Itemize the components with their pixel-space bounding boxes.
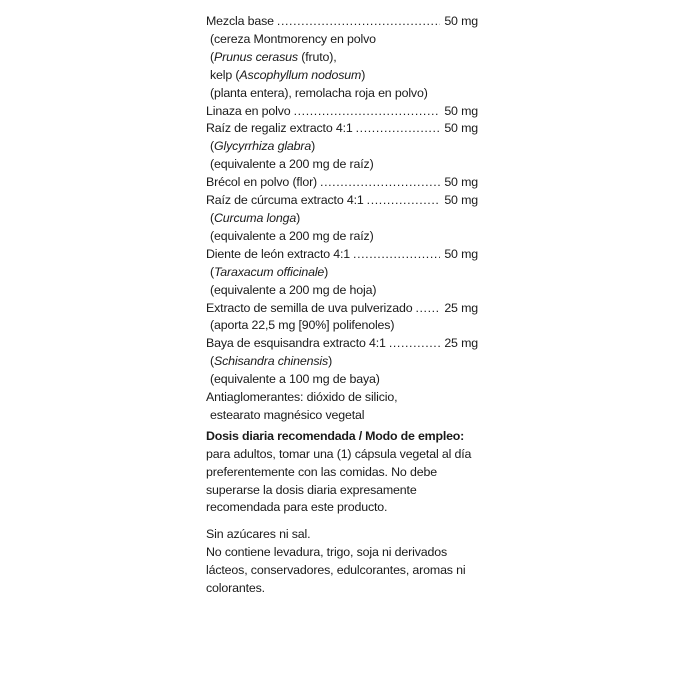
equivalence-line: (equivalente a 200 mg de raíz) [210,157,374,172]
latin-name: Ascophyllum nodosum [239,67,362,82]
ingredient-dose: 50 mg [444,175,478,190]
latin-name: Schisandra chinensis [213,354,329,369]
dot-leader [415,300,440,318]
equivalence-line: (equivalente a 200 mg de raíz) [210,228,374,243]
polyphenol-line: (aporta 22,5 mg [90%] polifenoles) [210,318,395,333]
latin-name: Glycyrrhiza glabra [213,139,312,154]
ingredient-name: Diente de león extracto 4:1 [206,246,351,261]
latin-line: (Glycyrrhiza glabra) [210,139,316,154]
mix-note-text: (fruto), [297,49,337,64]
latin-name: Taraxacum officinale [213,264,325,279]
ingredient-row [206,335,478,353]
dot-leader [353,246,440,264]
mix-note-line: (cereza Montmorency en polvo [210,31,376,46]
mix-note-text: kelp ( [210,67,240,82]
dosage-heading: Dosis diaria recomendada / Modo de empleo: [206,428,465,443]
ingredient-dose: 50 mg [444,14,478,28]
dot-leader [389,335,441,353]
latin-line: (Taraxacum officinale) [210,264,329,279]
ingredient-dose: 50 mg [444,103,478,118]
dot-leader [367,192,441,210]
ingredient-dose: 50 mg [444,193,478,208]
ingredient-dose: 25 mg [444,300,478,315]
ingredient-row [206,120,478,138]
ingredient-name: Brécol en polvo (flor) [206,175,318,190]
dosage-line: para adultos, tomar una (1) cápsula vegetal al día [206,446,472,461]
ingredient-row [206,103,478,121]
ingredient-dose: 25 mg [444,336,478,351]
dosage-line: superarse la dosis diaria expresamente [206,482,417,497]
dot-leader [356,120,441,138]
mix-note-line: (planta entera), remolacha roja en polvo) [210,85,428,100]
ingredient-row [206,246,478,264]
ingredient-row [206,174,478,192]
latin-name: Curcuma longa [213,210,297,225]
ingredient-name: Extracto de semilla de uva pulverizado [206,300,413,315]
dosage-text [206,446,478,518]
mix-note-text: ) [361,67,366,82]
anticaking-line: Antiaglomerantes: dióxido de silicio, [206,390,398,405]
free-from-note [206,544,478,598]
dot-leader [294,103,441,121]
ingredient-name: Linaza en polvo [206,103,291,118]
free-from-line: lácteos, conservadores, edulcorantes, aromas ni [206,563,466,578]
ingredient-row [206,300,478,318]
ingredient-label-panel [206,13,478,598]
anticaking-line: estearato magnésico vegetal [210,407,365,422]
mix-note-line [206,67,478,85]
ingredient-dose: 50 mg [444,121,478,136]
latin-name: Prunus cerasus [213,49,298,64]
ingredient-name: Baya de esquisandra extracto 4:1 [206,336,386,351]
dot-leader [320,174,440,192]
ingredient-name: Raíz de cúrcuma extracto 4:1 [206,193,364,208]
ingredient-row [206,13,478,31]
latin-line: (Schisandra chinensis) [210,354,333,369]
mix-note-line: (Prunus cerasus (fruto), [210,49,337,64]
ingredient-name: Mezcla base [206,14,274,28]
dot-leader [277,13,440,31]
ingredient-name: Raíz de regaliz extracto 4:1 [206,121,353,136]
free-from-line: colorantes. [206,581,265,596]
ingredient-row [206,192,478,210]
ingredient-dose: 50 mg [444,246,478,261]
equivalence-line: (equivalente a 200 mg de hoja) [210,282,377,297]
dosage-line: preferentemente con las comidas. No debe [206,464,437,479]
dosage-line: recomendada para este producto. [206,500,388,515]
free-from-line: No contiene levadura, trigo, soja ni derivados [206,545,448,560]
latin-line: (Curcuma longa) [210,210,301,225]
sugar-note: Sin azúcares ni sal. [206,527,311,542]
equivalence-line: (equivalente a 100 mg de baya) [210,372,380,387]
